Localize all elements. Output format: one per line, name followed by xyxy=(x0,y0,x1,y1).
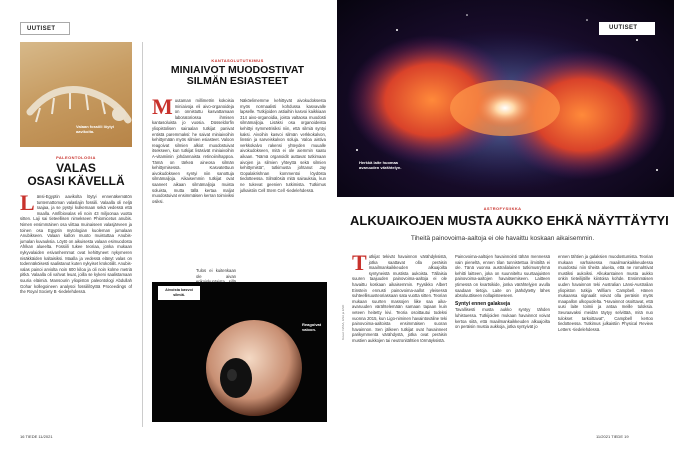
image-credit: Kuvat: NASA, ESA ja ESO xyxy=(341,304,345,340)
article2-title: MINIAIVOT MUODOSTIVAT SILMÄN ESIASTEET xyxy=(170,64,305,88)
astro-col3: ennen tähtien ja galaksien muodostumista. Teorian mukaan varhaisessa maailmankaikkeudessa muodostui niin tiheitä alueita, että ne romahtivat mustiksi aukoiksi. Alkukantainen musta aukko onkin tieteilijöille kiintoisa kohde. Ensimmäisen uuden havainnon teki Australian Länsi-Australian yliopiston tutkija William Campbell. Hänen mukaansa signaalit voivat olla peräisin myös maapallon ulkopuolelta. ”Havainnot osoittavat, että uusi laite toimii ja antaa meille tuloksia. Seuraavaksi meidän täytyy selvittää, mitä nuo tulokset tarkoittavat”, Campbell kertoo tiedotteessa. Tutkimus julkaistiin Physical Review Letters -tiedelehdessä. xyxy=(558,254,653,332)
astro-kicker: ASTROFYSIIKKA xyxy=(483,206,522,211)
folio-right: 11/2021 TIEDE 19 xyxy=(596,434,629,439)
organoid-illustration xyxy=(152,282,327,422)
article1-body: Länsi-Egyptin aavikolta löytyi ennenäkemätön tuntemattoman valaslajin fossiili. Valaalla oli neljä raajaa, ja se pystyi kulkemaan sekä vedessä että maalla. Amfibiovalas eli noin 43 miljoonaa vuotta sitten. Laji sai tieteellisen nimekseen Phiomicetus anubis. Nimen ensimmäinen osa viittaa muinaiseen valasjärveen ja toinen osa Egyptin mytologian kuoleman jumalaan Anubikseen. Valaan kallon muoto muistuttaa Anubis-jumalan kuvauksia. Löytö on aikuisesta valaan esimuodosta Afrikan alueelta. Fossiili tukee teoriaa, jonka mukaan nykyvalaiden esivanhemmat ovat kehittyneet nykymeren nisäkkäiden kaltaisiksi. Maalla ja vedessä elänyt valas on todennäköisesti saalistanut kuten nykyiset krokotiilit. Anubis-valas painoi arviolta noin 600 kiloa ja oli noin kolme metriä pitkä. Valaalla oli vahvat leuat, joilla se kykeni saalistamaan suuria eläimiä. Mansourin yliopiston paleontologi Abdullah Gohar kollegoineen analysoi fossiililöytöä Proceedings of the Royal Society B -tiedelehdessä. xyxy=(20,194,132,295)
article2-kicker: KANTASOLUTUTKIMUS xyxy=(211,58,264,63)
article2-col1-end: Tulos ei kuitenkaan ole aivan xyxy=(196,268,236,279)
fossil-photo xyxy=(20,42,132,147)
astro-title: ALKUAIKOJEN MUSTA AUKKO EHKÄ NÄYTTÄYTYI xyxy=(350,213,669,228)
fossil-caption: Valaan fossiili löytyi aavikolta. xyxy=(76,124,115,134)
article2-col1: Muutaman millimetrin kokoisia miniaivoja eli aivo-organoideja on onnistuttu kasvattamaan laboratoriossa ihmisen kantasoluista jo vuosia. Düsseldorfin yliopistolisen sairaalan tutkijat panivat entistä paremmaksi: he saivat miniaivoihin kehittymään myös silmien esiasteet. Valoon reagoivat silmien alkiot muodostuivat itsekseen, kun tutkijat lisäsivät miniaivoihin A-vitamiinin johdannaista retinoiinihappoa. Tämä on tärkeä aineosa silmän kehittymisessä. Kasvatettuun aivokudokseen syntyi niin sanottuja silmämaljoja. Aikaisemmin tutkijat ovat saaneet aikaan silmämaljoja muista soluista, mutta tällä kertaa maljat muodostuivat ensimmäisen kerran toimiviksi osiksi. xyxy=(152,98,234,204)
astro-col1: Tutkijat tekivät havainnon värähdyksistä, jotka saattavat olla peräisin maailmankaikkeuden alkuajoilta syntyneistä mustista aukoista. Tällaisia suuren taajuuden painovoima-aaltoja ei ole havaittu koskaan aikaisemmin. Fyysikko Albert Einstein ennusti painovoima-aallot yleisessä suhteellisuusteoriassaan sata vuotta sitten. Teorian mukaan suurten massojen liike saa aika-avaruuden värähtelemään samaan tapaan kuin veteen heitetty kivi. Teoria osoittautui todeksi vuonna 2015, kun Ligo-niminen havaintoväline teki painovoima-aaltoista ensimmäisen suoran havainnon. Sen jälkeen tutkijat ovat havainneet parikymmentä värähdystä, jotka ovat peräisin mustien aukkojen tai neutronitähtien törmäyksistä. xyxy=(352,254,447,343)
column-divider xyxy=(142,42,143,427)
astro-col2: Painovoima-aaltojen havainnointi tähän mennessä vain pieneltä, ennen tilan tunnistettua ilmiöiltä ei ole. Tänä vuonna australialainen tutkimusryhmä kehitti laitteen, joka on suunniteltu suurtaajuisten painovoima-aaltojen havaitsemiseen. Laitteen ytimessä on kvartsikide, jonka värähtelyjen avulla saadaan tietoja. Laite on jäähdytetty lähes absoluuttiseen nollapisteeseen. Syntyi ennen galakseja Tavallisesti musta aukko syntyy tähden luhistuessa. Tutkijoiden mukaan havainnot voivat kertoa siitä, että maailmankaikkeuden alkuajoilta on peräisin mustia aukkoja, jotka syntyivät jo xyxy=(455,254,550,330)
article2-col2: Näköelimemme kehittyvät aivokudoksesta myös normaalisti kohdussa kasvavalle lapselle. Tutkijoiden astiaihin kasvoi kaikkiaan 314 aivo-organoidia, joista valtaosa muodosti silmämaljoja. Lisäksi osa organoideista kehittyi symmetrisiksi niin, että silmiä syntyi kaksi. Aivoihin kasvoi silmän verkkokalvon, linssin ja sarveiskalvon soluja. Valoa aistiva verkkokalvo rakensi yhteyden muualle aivokudokseen, mitä ei ole aiemmin saatu aikaan. ”Nämä organoidit auttavat tutkimaan aivojen ja silmien yhteyttä sekä silmien kehittymistä”, tutkimusta johtanut Jay Gopalakrishnan kommentoi löydösta tiedotteessa. Silmälösiä mitä sairauksia, kun ne tukevat geenien tutkimista. Tutkimus julkaistiin Cell Stem Cell -tiedelehdessä. xyxy=(240,98,326,193)
astro-subtitle: Tiheitä painovoima-aaltoja ei ole havaittu koskaan aikaisemmin. xyxy=(410,235,595,242)
section-tag-left: UUTISET xyxy=(20,22,70,35)
nebula-caption: Herkkä laite huomaa avaruuden värähtelyn. xyxy=(359,160,402,170)
organoid-photo xyxy=(152,282,327,422)
folio-left: 16 TIEDE 11/2021 xyxy=(20,434,53,439)
section-tag-right: UUTISET xyxy=(599,22,655,35)
article1-title: VALAS OSASI KÄVELLÄ xyxy=(27,161,125,188)
eye-caption-left: Aivoista kasvoi silmiä. xyxy=(158,286,200,300)
campbell-highlight xyxy=(0,0,1,1)
article1-kicker: PALEONTOLOGIA xyxy=(56,155,96,160)
gopalakrishnan-highlight xyxy=(240,0,241,1)
eye-caption-right: Reagoivat valoon. xyxy=(302,322,322,332)
nebula-photo xyxy=(337,0,674,197)
astro-subheading: Syntyi ennen galakseja xyxy=(455,300,511,307)
